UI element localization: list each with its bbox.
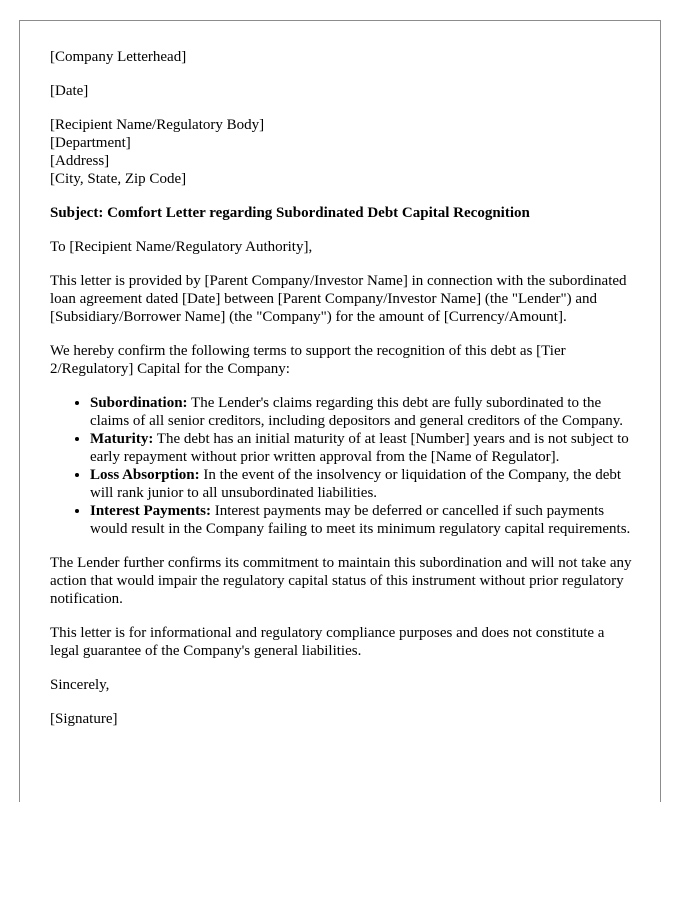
company-letterhead: [Company Letterhead] (50, 49, 187, 65)
recipient-name: [Recipient Name/Regulatory Body] (50, 117, 265, 133)
term-title: Interest Payments: (90, 503, 211, 519)
term-title: Loss Absorption: (90, 467, 200, 483)
recipient-city: [City, State, Zip Code] (50, 171, 187, 187)
commitment-paragraph: The Lender further confirms its commitment to maintain this subordination and will not take any action that would impair the regulatory capital status of this instrument without prior regulatory notification. (50, 555, 632, 607)
term-title: Subordination: (90, 395, 188, 411)
term-text: The Lender's claims regarding this debt are fully subordinated to the claims of all senior creditors, including depositors and general creditors of the Company. (90, 395, 624, 429)
letter-content (50, 48, 634, 744)
terms-list (50, 394, 634, 538)
term-loss-absorption (90, 466, 634, 502)
term-subordination (90, 394, 634, 430)
recipient-address-block (50, 116, 634, 188)
disclaimer-paragraph: This letter is for informational and regulatory compliance purposes and does not constitute a legal guarantee of the Company's general liabilities. (50, 625, 605, 659)
letter-page (19, 20, 661, 802)
term-maturity (90, 430, 634, 466)
letter-subject: Subject: Comfort Letter regarding Subordinated Debt Capital Recognition (50, 205, 530, 221)
confirm-paragraph: We hereby confirm the following terms to support the recognition of this debt as [Tier 2/Regulatory] Capital for the Company: (50, 343, 566, 377)
recipient-department: [Department] (50, 135, 131, 151)
signature-placeholder: [Signature] (50, 711, 118, 727)
recipient-address: [Address] (50, 153, 110, 169)
term-interest-payments (90, 502, 634, 538)
letter-closing: Sincerely, (50, 677, 110, 693)
letter-salutation: To [Recipient Name/Regulatory Authority], (50, 239, 313, 255)
term-text: In the event of the insolvency or liquidation of the Company, the debt will rank junior to all unsubordinated liabilities. (90, 467, 622, 501)
term-text: Interest payments may be deferred or cancelled if such payments would result in the Company failing to meet its minimum regulatory capital requirements. (90, 503, 631, 537)
intro-paragraph: This letter is provided by [Parent Company/Investor Name] in connection with the subordinated loan agreement dated [Date] between [Parent Company/Investor Name] (the "Lender") and [Subsidiary/Borrower Name] (the "Company") for the amount of [Currency/Amount]. (50, 273, 627, 325)
term-title: Maturity: (90, 431, 154, 447)
term-text: The debt has an initial maturity of at least [Number] years and is not subject to early repayment without prior written approval from the [Name of Regulator]. (90, 431, 629, 465)
letter-date: [Date] (50, 83, 89, 99)
